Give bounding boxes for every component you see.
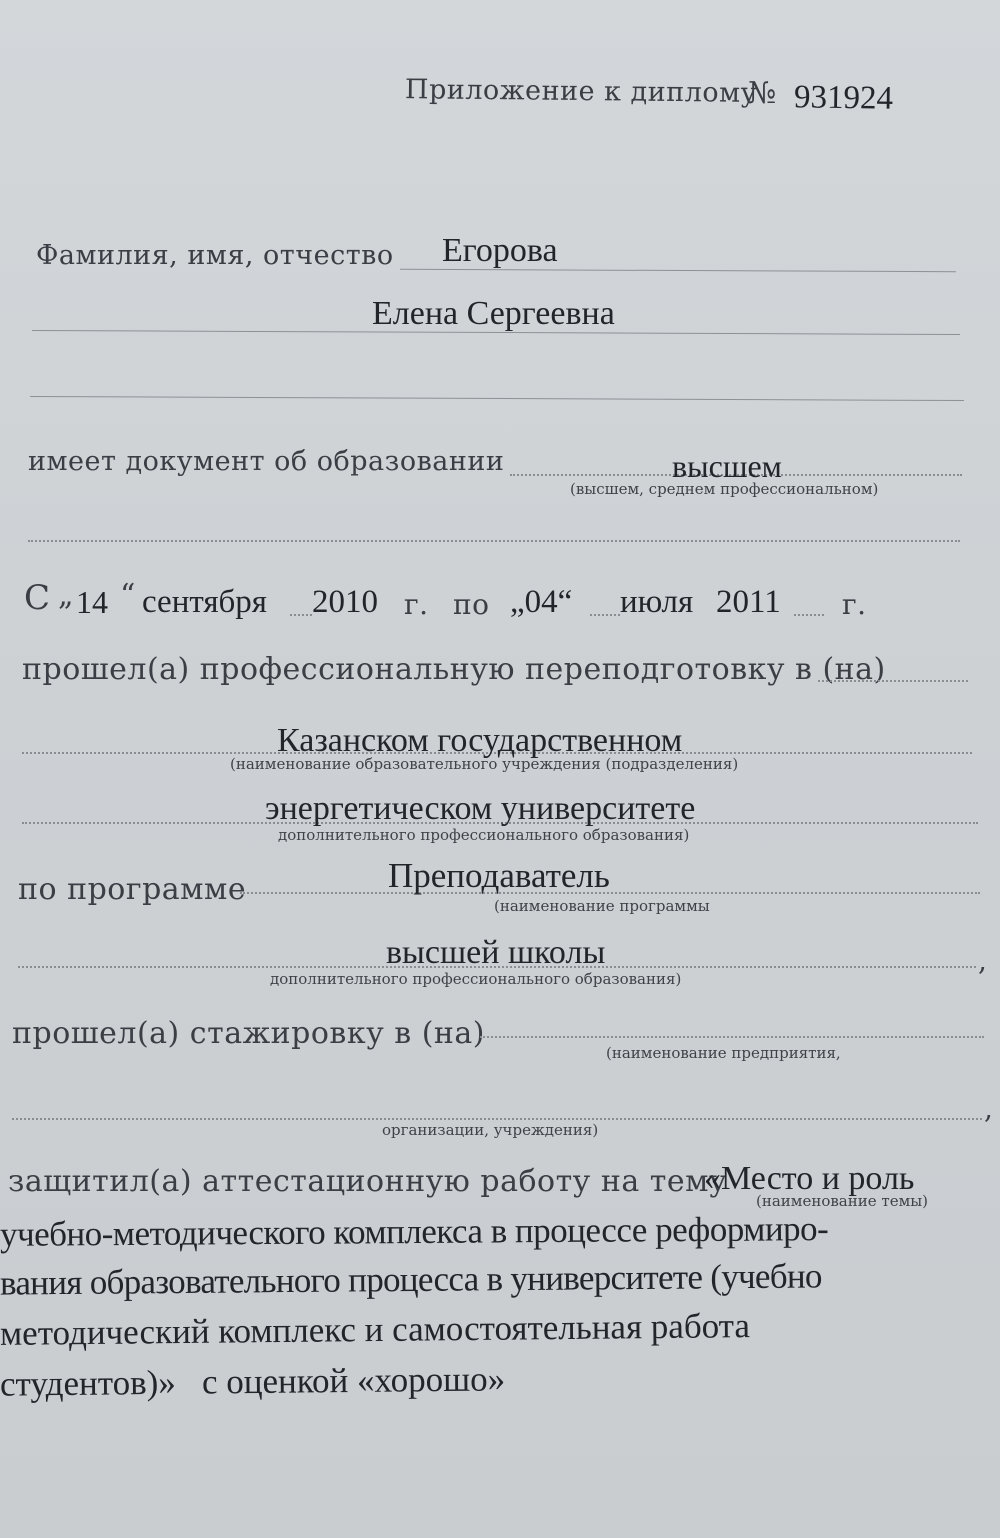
retraining-dots-0 [818,680,968,682]
period-year-suffix-1: г. [404,588,429,621]
thesis-topic-start: «Место и роль [704,1160,915,1197]
retraining-caption-1: (наименование образовательного учреждения (подразделения) [230,755,739,773]
period-month-from: сентября [142,584,267,620]
internship-caption-1: (наименование предприятия, [606,1044,841,1062]
program-dots-1 [240,892,980,894]
period-dots-2 [590,614,620,616]
period-day-to: „04“ [510,584,573,620]
period-month-to: июля [620,584,694,620]
program-line1: Преподаватель [388,856,610,895]
fio-label: Фамилия, имя, отчество [36,240,394,271]
period-open-quote-1: „ [58,578,75,613]
internship-label: прошел(а) стажировку в (на) [12,1016,485,1051]
fio-surname: Егорова [442,232,558,269]
header-title: Приложение к диплому [404,74,758,109]
thesis-line-3: вания образовательного процесса в университете (учебно [0,1256,822,1303]
thesis-line-5: студентов)» с оценкой «хорошо» [0,1359,506,1404]
period-from-word: С [24,578,51,618]
education-caption: (высшем, среднем профессиональном) [570,480,879,498]
period-to-word: по [453,588,490,621]
internship-dots-2 [12,1118,982,1120]
education-dots-2 [28,540,960,542]
fio-given-names: Елена Сергеевна [372,295,615,332]
period-dots-3 [794,614,824,616]
period-close-quote-1: “ [120,578,136,613]
program-caption-1: (наименование программы [494,897,710,915]
retraining-institution-line2: энергетическом университете [265,790,696,827]
education-label: имеет документ об образовании [28,446,505,477]
thesis-label: защитил(а) аттестационную работу на тему [8,1164,728,1199]
period-year-to: 2011 [716,584,781,620]
retraining-institution-line1: Казанском государственном [277,722,683,759]
education-value: высшем [672,448,782,484]
internship-caption-2: организации, учреждения) [382,1121,599,1139]
period-day-from: 14 [76,584,108,620]
program-trailing-comma: , [978,944,988,977]
period-year-suffix-2: г. [842,588,867,621]
period-year-from: 2010 [312,584,378,620]
program-caption-2: дополнительного профессионального образования) [270,970,682,988]
retraining-caption-2: дополнительного профессионального образования) [278,826,690,844]
thesis-line-4: методический комплекс и самостоятельная работа [0,1306,751,1353]
program-line2: высшей школы [386,934,606,971]
diploma-number: 931924 [793,79,894,117]
fio-line-1 [400,269,956,272]
internship-trailing-comma: , [984,1092,994,1125]
period-dots-1 [290,614,312,616]
internship-dots-1 [480,1036,984,1038]
fio-line-3 [30,396,964,401]
thesis-line-2: учебно-методического комплекса в процессе реформиро- [0,1209,829,1254]
thesis-caption: (наименование темы) [756,1192,929,1210]
header-number-sign: № [748,76,777,111]
retraining-label: прошел(а) профессиональную переподготовку в (на) [22,652,886,687]
program-label: по программе [18,872,247,907]
